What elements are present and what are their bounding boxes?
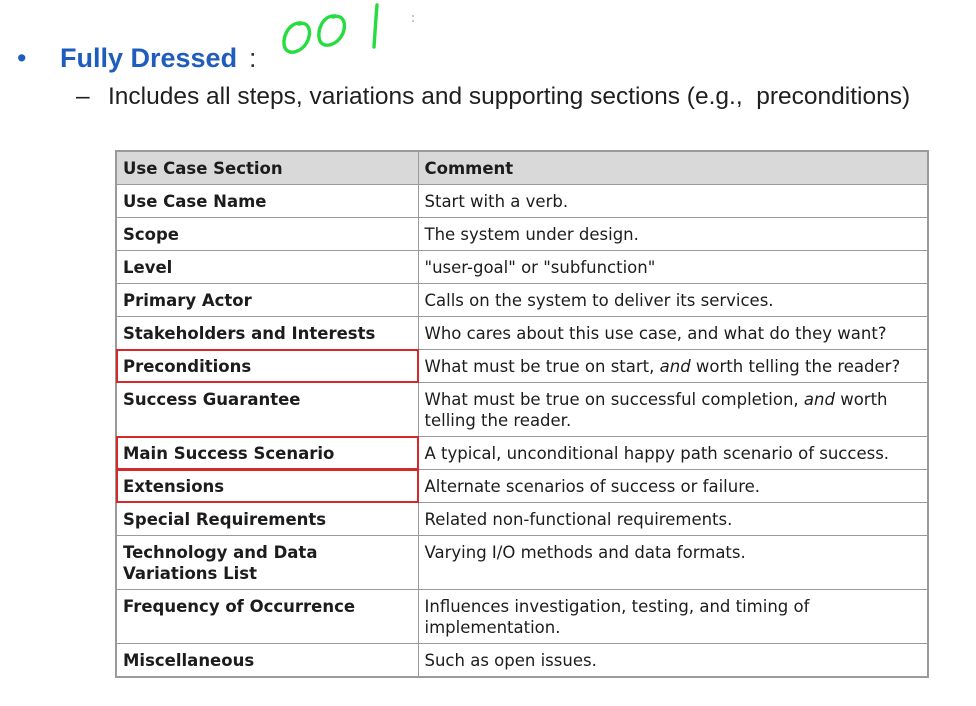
section-label: Preconditions [123, 357, 252, 376]
comment-cell [418, 185, 928, 218]
section-cell [116, 437, 418, 470]
comment-cell [418, 251, 928, 284]
section-label: Technology and Data Variations List [123, 543, 318, 583]
section-label: Frequency of Occurrence [123, 597, 356, 616]
comment-text: worth telling the reader? [690, 357, 901, 376]
row-special-requirements [116, 503, 928, 536]
comment-text: worth telling the reader. [424, 390, 888, 430]
comment-cell [418, 590, 928, 644]
comment-text: Such as open issues. [424, 651, 597, 670]
section-label: Main Success Scenario [123, 444, 335, 463]
section-cell [116, 251, 418, 284]
comment-text: Start with a verb. [424, 192, 569, 211]
row-miscellaneous [116, 644, 928, 678]
section-cell [116, 644, 418, 678]
comment-text: A typical, unconditional happy path scenario of success. [424, 444, 890, 463]
comment-text: Varying I/O methods and data formats. [424, 543, 746, 562]
section-cell [116, 536, 418, 590]
comment-cell [418, 284, 928, 317]
table-header-row [116, 151, 928, 185]
bullet-icon: • [17, 43, 27, 73]
comment-cell [418, 536, 928, 590]
section-cell [116, 284, 418, 317]
comment-cell [418, 383, 928, 437]
section-cell [116, 590, 418, 644]
comment-text: Alternate scenarios of success or failure. [424, 477, 761, 496]
comment-text: Calls on the system to deliver its services. [424, 291, 774, 310]
column-header-comment: Comment [418, 151, 928, 185]
row-technology-and-data-variations-list [116, 536, 928, 590]
row-level [116, 251, 928, 284]
section-label: Miscellaneous [123, 651, 255, 670]
comment-cell [418, 503, 928, 536]
section-cell [116, 350, 418, 383]
row-frequency-of-occurrence [116, 590, 928, 644]
row-scope [116, 218, 928, 251]
comment-cell [418, 644, 928, 678]
section-cell [116, 470, 418, 503]
sub-bullet-dash-icon: – [76, 83, 90, 110]
row-use-case-name [116, 185, 928, 218]
comment-text: Influences investigation, testing, and timing of implementation. [424, 597, 810, 637]
handwritten-stroke-zero-1 [284, 23, 309, 52]
section-cell [116, 218, 418, 251]
section-label: Success Guarantee [123, 390, 301, 409]
comment-text: What must be true on start, [424, 357, 660, 376]
handwritten-annotation [270, 0, 430, 62]
section-cell [116, 185, 418, 218]
comment-emphasis: and [803, 390, 835, 409]
comment-text: "user-goal" or "subfunction" [424, 258, 656, 277]
heading-colon: : [249, 43, 257, 73]
comment-cell [418, 317, 928, 350]
section-label: Primary Actor [123, 291, 252, 310]
section-label: Level [123, 258, 173, 277]
comment-emphasis: and [659, 357, 691, 376]
section-cell [116, 317, 418, 350]
row-primary-actor [116, 284, 928, 317]
comment-cell [418, 470, 928, 503]
section-cell [116, 383, 418, 437]
comment-text: The system under design. [424, 225, 639, 244]
faint-mark [412, 20, 414, 22]
comment-text: What must be true on successful completion, [424, 390, 804, 409]
sub-bullet-text: Includes all steps, variations and supporting sections (e.g., preconditions) [108, 83, 911, 110]
comment-cell [418, 218, 928, 251]
row-extensions [116, 470, 928, 503]
section-label: Use Case Name [123, 192, 267, 211]
section-label: Stakeholders and Interests [123, 324, 376, 343]
section-label: Extensions [123, 477, 225, 496]
row-preconditions [116, 350, 928, 383]
row-success-guarantee [116, 383, 928, 437]
handwritten-stroke-zero-2 [319, 16, 345, 45]
use-case-sections-table [115, 150, 929, 678]
section-label: Scope [123, 225, 180, 244]
row-main-success-scenario [116, 437, 928, 470]
comment-cell [418, 437, 928, 470]
column-header-section: Use Case Section [116, 151, 418, 185]
faint-mark [412, 15, 414, 17]
section-cell [116, 503, 418, 536]
comment-cell [418, 350, 928, 383]
comment-text: Related non-functional requirements. [424, 510, 733, 529]
row-stakeholders-and-interests [116, 317, 928, 350]
comment-text: Who cares about this use case, and what do they want? [424, 324, 887, 343]
section-label: Special Requirements [123, 510, 327, 529]
heading-title: Fully Dressed [60, 43, 238, 73]
handwritten-stroke-one [374, 5, 377, 47]
